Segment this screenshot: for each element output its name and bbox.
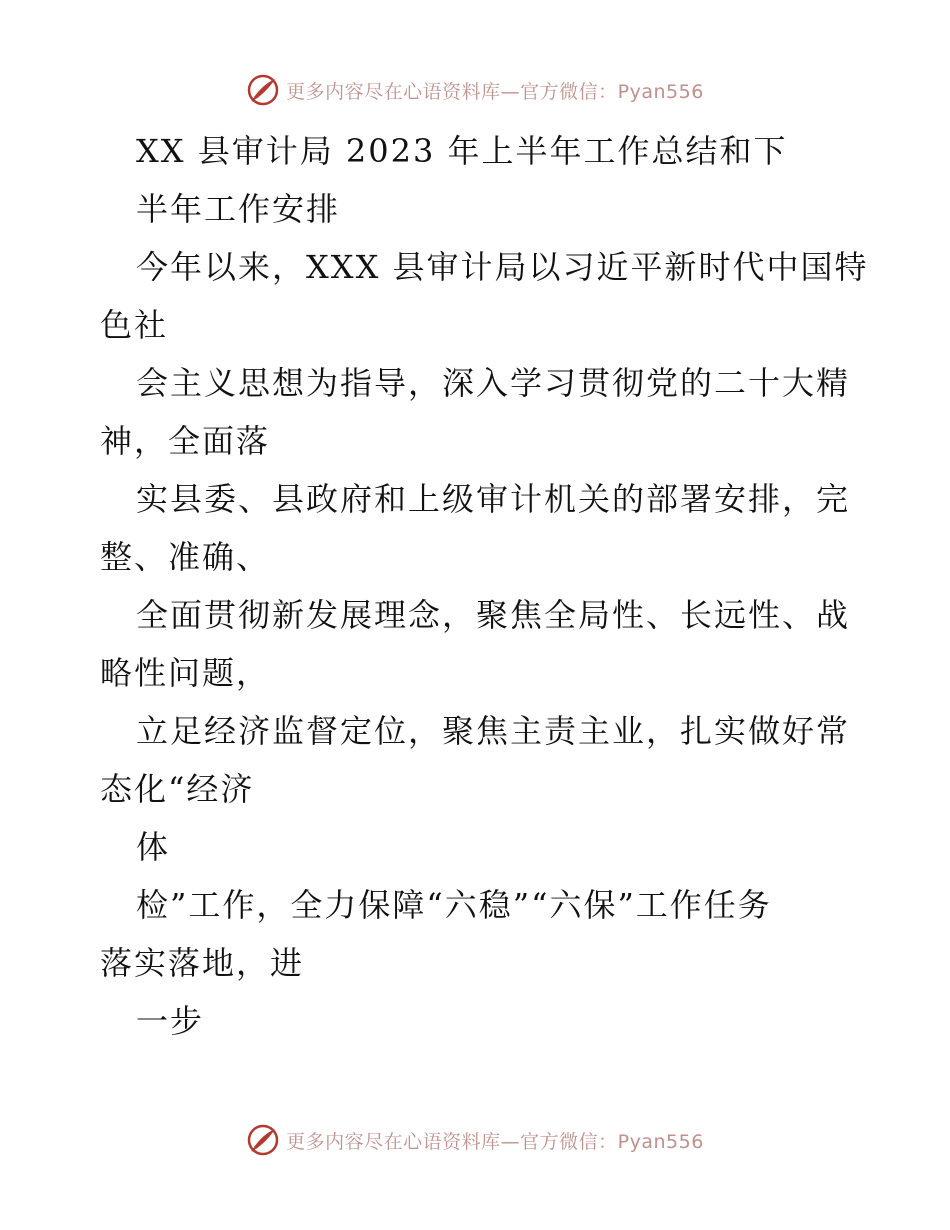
text-line: 全面贯彻新发展理念，聚焦全局性、长远性、战 xyxy=(136,596,851,634)
document-body xyxy=(100,122,869,1050)
text-line: 一步 xyxy=(136,1002,205,1040)
text-line: 立足经济监督定位，聚焦主责主业，扎实做好常 xyxy=(136,712,851,750)
text-line: 态化“经济 xyxy=(100,770,255,808)
quill-logo-icon xyxy=(246,73,280,107)
text-line: 略性问题， xyxy=(100,654,271,692)
text-line: 色社 xyxy=(100,306,169,344)
text-line: 检”工作，全力保障“六稳”“六保”工作任务 xyxy=(136,886,772,924)
text-line: 体 xyxy=(136,828,171,866)
watermark-footer xyxy=(0,1120,950,1160)
text-line: 实县委、县政府和上级审计机关的部署安排，完 xyxy=(136,480,851,518)
watermark-text: 更多内容尽在心语资料库—官方微信：Pyan556 xyxy=(286,80,704,103)
text-line: 半年工作安排 xyxy=(136,190,341,228)
text-line: 神，全面落 xyxy=(100,422,271,460)
text-line: 整、准确、 xyxy=(100,538,271,576)
text-line: 今年以来，XXX 县审计局以习近平新时代中国特 xyxy=(136,248,869,286)
text-line: 会主义思想为指导，深入学习贯彻党的二十大精 xyxy=(136,364,851,402)
text-line: XX 县审计局 2023 年上半年工作总结和下 xyxy=(136,132,788,170)
quill-logo-icon xyxy=(246,1123,280,1157)
watermark-header xyxy=(0,70,950,110)
text-line: 落实落地，进 xyxy=(100,944,305,982)
watermark-text: 更多内容尽在心语资料库—官方微信：Pyan556 xyxy=(286,1130,704,1153)
